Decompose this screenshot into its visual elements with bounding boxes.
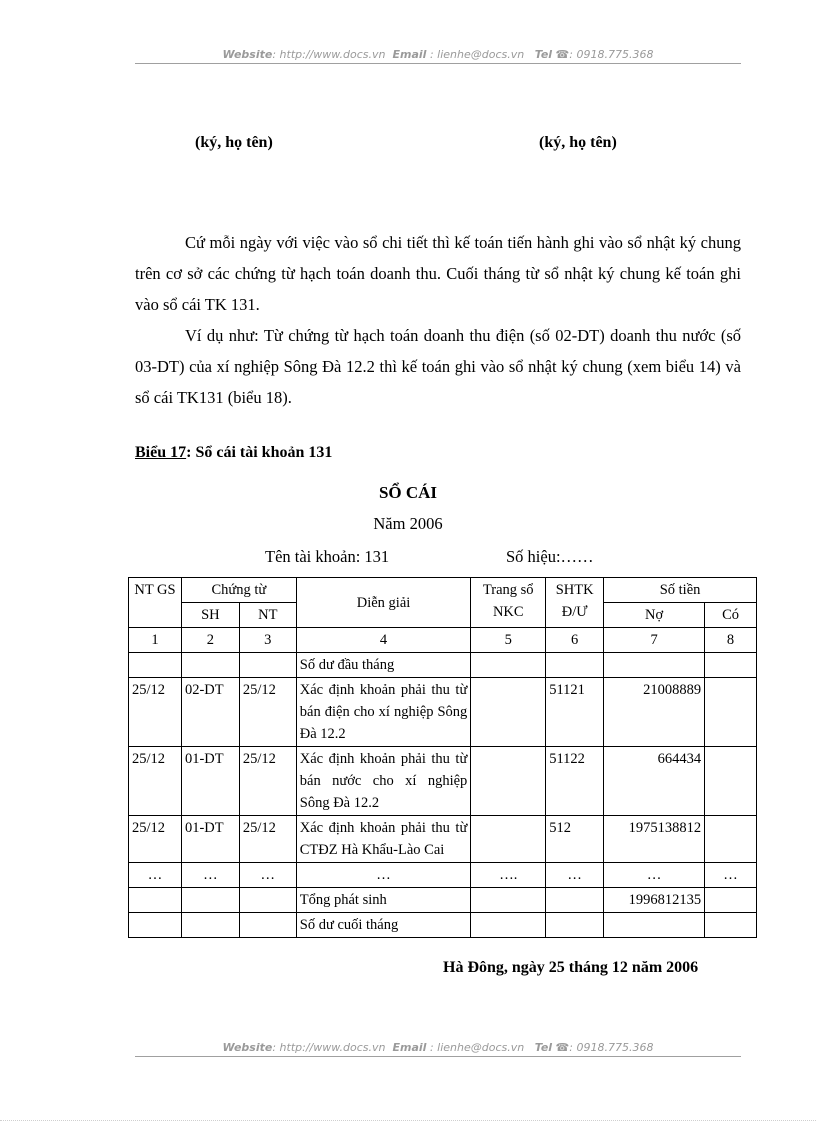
ellipsis-cell: … [296, 863, 471, 888]
header-sh: SH [181, 603, 239, 628]
ellipsis-cell: … [705, 863, 757, 888]
header-trang-so: Trang sổ NKC [471, 578, 546, 628]
page-footer [135, 1041, 741, 1057]
ledger-table [128, 577, 757, 938]
col-number: 8 [705, 628, 757, 653]
paragraph-2: Ví dụ như: Từ chứng từ hạch toán doanh thu điện (số 02-DT) doanh thu nước (số 03-DT) của xí nghiệp Sông Đà 12.2 thì kế toán ghi vào sổ nhật ký chung (xem biểu 14) và sổ cái TK131 (biểu 18). [135, 326, 741, 407]
header-dien-giai: Diễn giải [296, 578, 471, 628]
footer-website-label: Website [222, 1041, 273, 1054]
header-tel-value: ☎: 0918.775.368 [552, 48, 654, 61]
account-number: Số hiệu:…… [506, 547, 594, 566]
cell-page [471, 678, 546, 747]
header-no: Nợ [604, 603, 705, 628]
cell-nt-gs: 25/12 [129, 816, 182, 863]
header-shtk: SHTK Đ/Ư [546, 578, 604, 628]
cell-nt: 25/12 [239, 747, 296, 816]
cell-no: 21008889 [604, 678, 705, 747]
cell-desc: Xác định khoản phải thu từ bán điện cho xí nghiệp Sông Đà 12.2 [296, 678, 471, 747]
account-name: Tên tài khoản: 131 [265, 547, 390, 566]
footer-email-label: Email [392, 1041, 427, 1054]
footer-email-value[interactable]: : lienhe@docs.vn [429, 1041, 525, 1054]
ellipsis-row [129, 863, 757, 888]
cell-nt-gs: 25/12 [129, 678, 182, 747]
signature-right: (ký, họ tên) [539, 134, 617, 151]
header-website-url[interactable]: : http://www.docs.vn [272, 48, 386, 61]
cell-sh: 01-DT [181, 747, 239, 816]
col-number: 3 [239, 628, 296, 653]
header-nt: NT [239, 603, 296, 628]
cell-no: 1975138812 [604, 816, 705, 863]
footer-tel-value: ☎: 0918.775.368 [552, 1041, 654, 1054]
header-email-value[interactable]: : lienhe@docs.vn [429, 48, 525, 61]
ellipsis-cell: … [604, 863, 705, 888]
cell-no: 664434 [604, 747, 705, 816]
cell-desc: Xác định khoản phải thu từ bán nước cho xí nghiệp Sông Đà 12.2 [296, 747, 471, 816]
footer-tel-label: Tel [534, 1041, 553, 1054]
opening-balance-row [129, 653, 757, 678]
cell-desc: Xác định khoản phải thu từ CTĐZ Hà Khẩu-Lào Cai [296, 816, 471, 863]
closing-balance-label: Số dư cuối tháng [296, 913, 471, 938]
header-website-label: Website [222, 48, 273, 61]
cell-co [705, 816, 757, 863]
paragraph-1: Cứ mỗi ngày với việc vào sổ chi tiết thì kế toán tiến hành ghi vào sổ nhật ký chung trên cơ sở các chứng từ hạch toán doanh thu. Cuối tháng từ sổ nhật ký chung kế toán ghi vào sổ cái TK 131. [135, 233, 741, 314]
page-edge-divider [0, 1120, 816, 1121]
header-email-label: Email [392, 48, 427, 61]
cell-shtk: 51121 [546, 678, 604, 747]
cell-page [471, 816, 546, 863]
caption-label: Biểu 17 [135, 444, 187, 461]
cell-nt: 25/12 [239, 816, 296, 863]
header-chung-tu: Chứng từ [181, 578, 296, 603]
footer-website-url[interactable]: : http://www.docs.vn [272, 1041, 386, 1054]
header-row [129, 578, 757, 603]
total-no: 1996812135 [604, 888, 705, 913]
col-number: 4 [296, 628, 471, 653]
cell-page [471, 747, 546, 816]
cell-nt: 25/12 [239, 678, 296, 747]
total-label: Tổng phát sinh [296, 888, 471, 913]
col-number: 7 [604, 628, 705, 653]
date-line: Hà Đông, ngày 25 tháng 12 năm 2006 [443, 959, 699, 976]
ellipsis-cell: … [239, 863, 296, 888]
col-number: 6 [546, 628, 604, 653]
cell-nt-gs: 25/12 [129, 747, 182, 816]
ledger-title: SỔ CÁI [378, 483, 438, 502]
cell-sh: 01-DT [181, 816, 239, 863]
cell-co [705, 747, 757, 816]
total-row [129, 888, 757, 913]
header-so-tien: Số tiền [604, 578, 757, 603]
ellipsis-cell: … [181, 863, 239, 888]
body-text [135, 227, 741, 413]
ellipsis-cell: … [546, 863, 604, 888]
col-number: 2 [181, 628, 239, 653]
cell-shtk: 512 [546, 816, 604, 863]
cell-co [705, 678, 757, 747]
table-caption [135, 444, 332, 462]
signature-left: (ký, họ tên) [195, 134, 273, 151]
caption-text: : Sổ cái tài khoản 131 [186, 444, 333, 461]
page-header [135, 48, 741, 64]
cell-shtk: 51122 [546, 747, 604, 816]
ellipsis-cell: … [129, 863, 182, 888]
closing-balance-row [129, 913, 757, 938]
ellipsis-cell: …. [471, 863, 546, 888]
header-co: Có [705, 603, 757, 628]
header-nt-gs: NT GS [129, 578, 182, 628]
col-number: 5 [471, 628, 546, 653]
cell-sh: 02-DT [181, 678, 239, 747]
ledger-year: Năm 2006 [373, 514, 443, 533]
col-number: 1 [129, 628, 182, 653]
column-number-row [129, 628, 757, 653]
opening-balance-label: Số dư đầu tháng [296, 653, 471, 678]
table-row [129, 816, 757, 863]
table-row [129, 747, 757, 816]
header-tel-label: Tel [534, 48, 553, 61]
table-row [129, 678, 757, 747]
